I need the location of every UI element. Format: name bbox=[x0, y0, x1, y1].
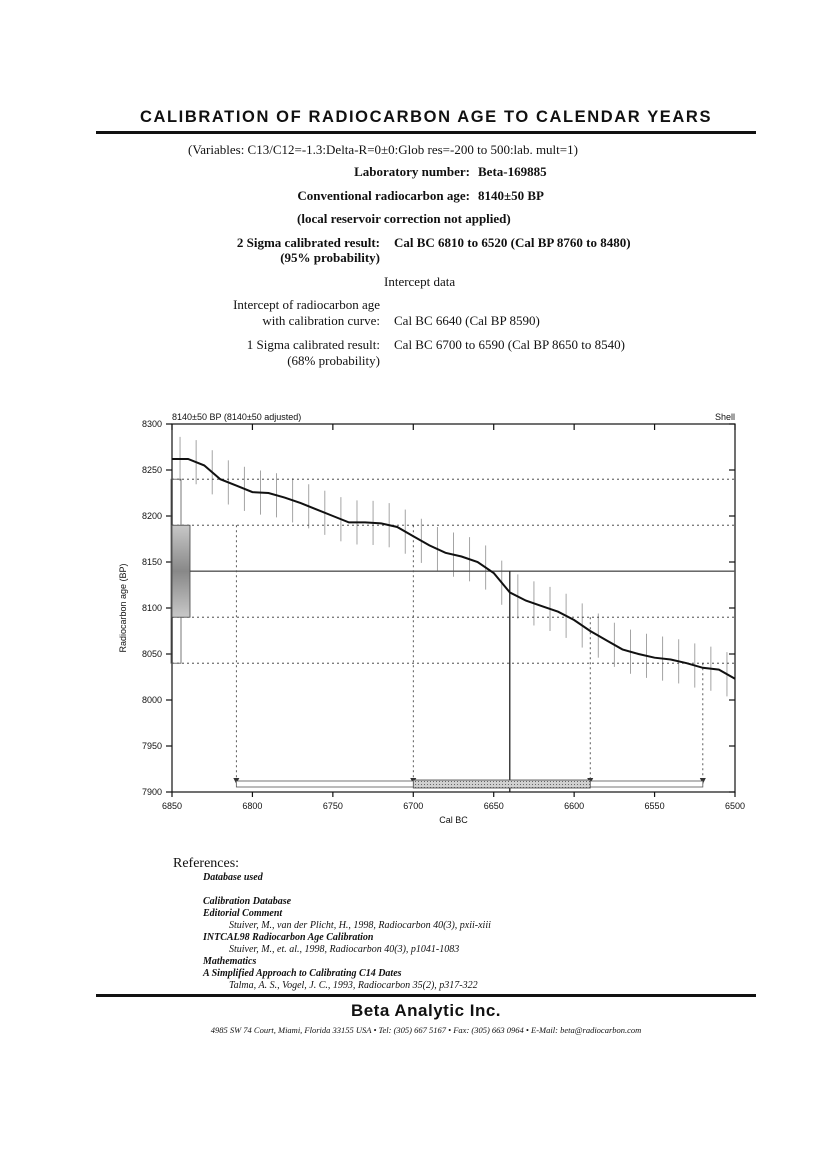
x-tick-label: 6850 bbox=[161, 801, 183, 811]
company-address: 4985 SW 74 Court, Miami, Florida 33155 USA • Tel: (305) 667 5167 • Fax: (305) 663 0964 • E-Mail: beta@radiocarbon.com bbox=[210, 1025, 642, 1035]
ref-approach: A Simplified Approach to Calibrating C14 Dates bbox=[203, 968, 402, 979]
page-title: CALIBRATION OF RADIOCARBON AGE TO CALENDAR YEARS bbox=[139, 108, 713, 126]
calibration-chart bbox=[100, 400, 750, 840]
intercept-heading: Intercept data bbox=[384, 274, 456, 289]
lab-number-value: Beta-169885 bbox=[478, 164, 547, 179]
ref-editorial-citation: Stuiver, M., van der Plicht, H., 1998, Radiocarbon 40(3), pxii-xiii bbox=[229, 920, 491, 931]
x-tick-label: 6750 bbox=[322, 801, 343, 811]
y-tick-label: 7950 bbox=[141, 741, 162, 751]
y-tick-label: 8250 bbox=[141, 465, 162, 475]
ref-database-used: Database used bbox=[203, 872, 263, 883]
footer-rule bbox=[96, 994, 756, 997]
company-name: Beta Analytic Inc. bbox=[350, 1001, 502, 1020]
one-sigma-label: 1 Sigma calibrated result: bbox=[246, 337, 380, 352]
intercept-value: Cal BC 6640 (Cal BP 8590) bbox=[394, 313, 540, 328]
conventional-age-label: Conventional radiocarbon age: bbox=[297, 188, 470, 203]
y-tick-label: 7900 bbox=[141, 787, 162, 797]
ref-editorial: Editorial Comment bbox=[203, 908, 283, 919]
y-tick-label: 8200 bbox=[141, 511, 162, 521]
lab-number-label: Laboratory number: bbox=[354, 164, 470, 179]
y-tick-label: 8000 bbox=[141, 695, 162, 705]
two-sigma-probability: (95% probability) bbox=[280, 250, 380, 265]
x-tick-label: 6500 bbox=[724, 801, 746, 811]
x-tick-label: 6550 bbox=[644, 801, 665, 811]
conventional-age-value: 8140±50 BP bbox=[478, 188, 544, 203]
ref-mathematics: Mathematics bbox=[203, 956, 257, 967]
y-tick-label: 8300 bbox=[141, 419, 162, 429]
two-sigma-label: 2 Sigma calibrated result: bbox=[236, 235, 380, 250]
reservoir-note: (local reservoir correction not applied) bbox=[297, 211, 511, 226]
chart-material: Shell bbox=[714, 412, 735, 422]
chart-title: 8140±50 BP (8140±50 adjusted) bbox=[172, 412, 302, 422]
two-sigma-value: Cal BC 6810 to 6520 (Cal BP 8760 to 8480) bbox=[394, 235, 631, 250]
sigma1-distribution bbox=[172, 525, 190, 617]
x-tick-label: 6600 bbox=[564, 801, 585, 811]
x-tick-label: 6800 bbox=[242, 801, 263, 811]
x-tick-label: 6650 bbox=[483, 801, 504, 811]
y-tick-label: 8050 bbox=[141, 649, 162, 659]
references-heading: References: bbox=[173, 856, 240, 871]
intercept-label-2: with calibration curve: bbox=[262, 313, 380, 328]
variables-line: (Variables: C13/C12=-1.3:Delta-R=0±0:Glob res=-200 to 500:lab. mult=1) bbox=[188, 142, 578, 157]
one-sigma-value: Cal BC 6700 to 6590 (Cal BP 8650 to 8540) bbox=[394, 337, 625, 352]
ref-calibration-db: Calibration Database bbox=[203, 896, 292, 907]
x-tick-label: 6700 bbox=[403, 801, 424, 811]
title-rule bbox=[96, 131, 756, 134]
sigma1-calibrated-range bbox=[413, 780, 590, 788]
ref-approach-citation: Talma, A. S., Vogel, J. C., 1993, Radiocarbon 35(2), p317-322 bbox=[229, 980, 478, 991]
y-tick-label: 8150 bbox=[141, 557, 162, 567]
ref-intcal: INTCAL98 Radiocarbon Age Calibration bbox=[203, 932, 374, 943]
intercept-label-1: Intercept of radiocarbon age bbox=[233, 297, 380, 312]
y-tick-label: 8100 bbox=[141, 603, 162, 613]
y-axis-label: Radiocarbon age (BP) bbox=[118, 563, 128, 653]
one-sigma-probability: (68% probability) bbox=[287, 353, 380, 368]
references bbox=[173, 856, 491, 992]
x-axis-label: Cal BC bbox=[439, 815, 468, 825]
ref-intcal-citation: Stuiver, M., et. al., 1998, Radiocarbon 40(3), p1041-1083 bbox=[229, 944, 460, 955]
